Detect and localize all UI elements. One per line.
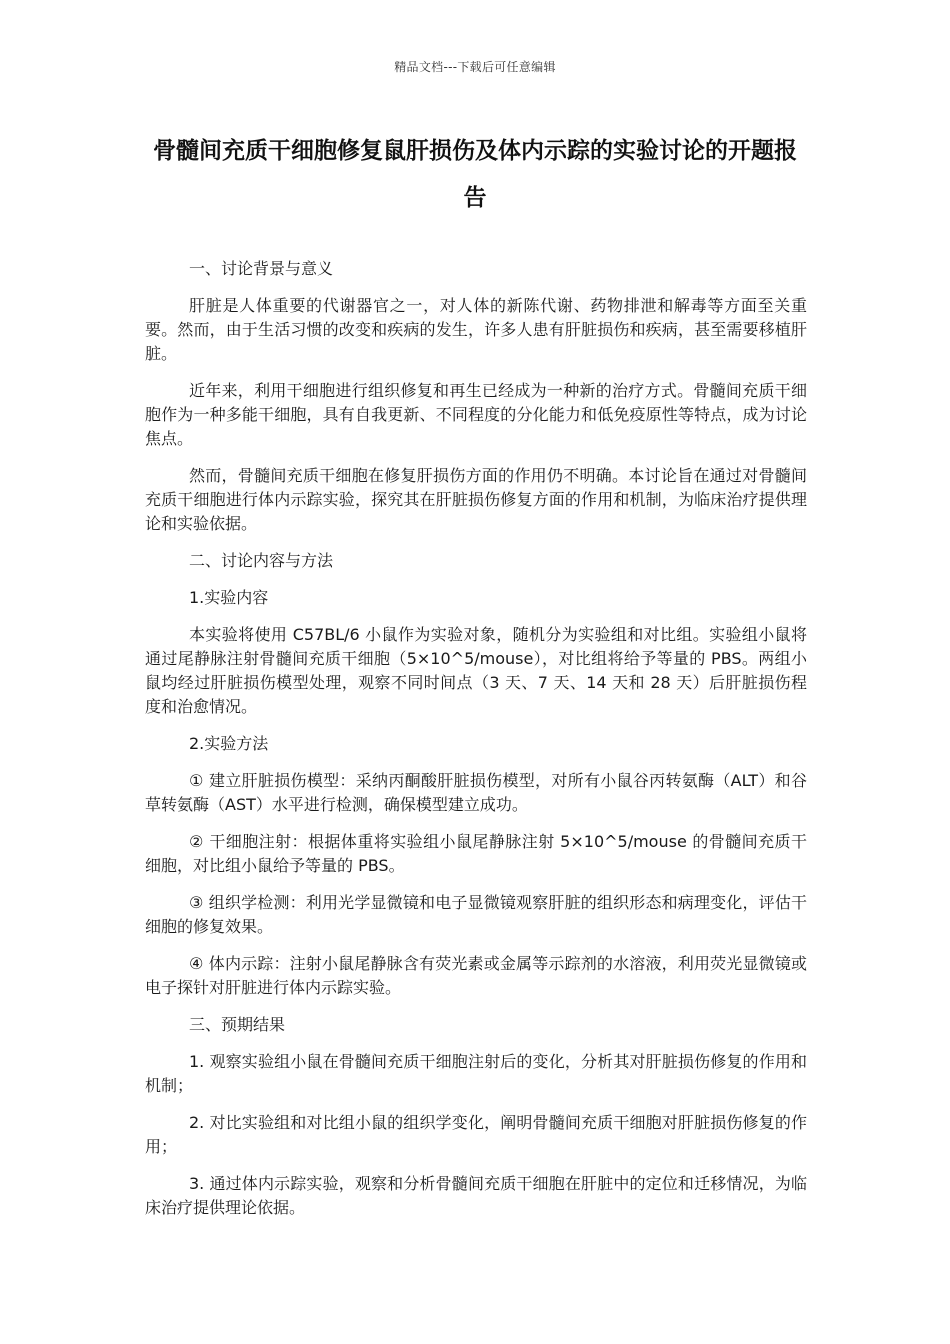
subsection-heading: 2.实验方法 (189, 734, 269, 753)
section-heading: 三、预期结果 (189, 1015, 286, 1034)
paragraph: 近年来，利用干细胞进行组织修复和再生已经成为一种新的治疗方式。骨髓间充质干细胞作为一种多能干细胞，具有自我更新、不同程度的分化能力和低免疫原性等特点，成为讨论焦点。 (145, 381, 807, 448)
method-item: ③ 组织学检测：利用光学显微镜和电子显微镜观察肝脏的组织形态和病理变化，评估干细胞的修复效果。 (145, 893, 807, 936)
subsection-heading: 1.实验内容 (189, 588, 269, 607)
paragraph: 本实验将使用 C57BL/6 小鼠作为实验对象，随机分为实验组和对比组。实验组小鼠将通过尾静脉注射骨髓间充质干细胞（5×10^5/mouse），对比组将给予等量的 PBS。两组小鼠均经过肝脏损伤模型处理，观察不同时间点（3 天、7 天、14 天和 28 天）后肝脏损伤程度和治愈情况。 (145, 625, 807, 716)
method-item: ④ 体内示踪：注射小鼠尾静脉含有荧光素或金属等示踪剂的水溶液，利用荧光显微镜或电子探针对肝脏进行体内示踪实验。 (145, 954, 807, 997)
section-heading: 一、讨论背景与意义 (189, 259, 334, 278)
method-item: ① 建立肝脏损伤模型：采纳丙酮酸肝脏损伤模型，对所有小鼠谷丙转氨酶（ALT）和谷草转氨酶（AST）水平进行检测，确保模型建立成功。 (145, 771, 807, 814)
paragraph: 肝脏是人体重要的代谢器官之一，对人体的新陈代谢、药物排泄和解毒等方面至关重要。然而，由于生活习惯的改变和疾病的发生，许多人患有肝脏损伤和疾病，甚至需要移植肝脏。 (145, 296, 807, 363)
result-item: 2. 对比实验组和对比组小鼠的组织学变化，阐明骨髓间充质干细胞对肝脏损伤修复的作用； (145, 1113, 807, 1156)
result-item: 1. 观察实验组小鼠在骨髓间充质干细胞注射后的变化，分析其对肝脏损伤修复的作用和机制； (145, 1052, 807, 1095)
section-heading: 二、讨论内容与方法 (189, 551, 334, 570)
document-title: 骨髓间充质干细胞修复鼠肝损伤及体内示踪的实验讨论的开题报告 (153, 138, 797, 211)
paragraph: 然而，骨髓间充质干细胞在修复肝损伤方面的作用仍不明确。本讨论旨在通过对骨髓间充质干细胞进行体内示踪实验，探究其在肝脏损伤修复方面的作用和机制，为临床治疗提供理论和实验依据。 (145, 466, 807, 533)
page-header: 精品文档---下载后可任意编辑 (394, 60, 556, 74)
document-body (145, 257, 807, 1233)
result-item: 3. 通过体内示踪实验，观察和分析骨髓间充质干细胞在肝脏中的定位和迁移情况，为临床治疗提供理论依据。 (145, 1174, 807, 1217)
method-item: ② 干细胞注射：根据体重将实验组小鼠尾静脉注射 5×10^5/mouse 的骨髓间充质干细胞，对比组小鼠给予等量的 PBS。 (145, 832, 807, 875)
